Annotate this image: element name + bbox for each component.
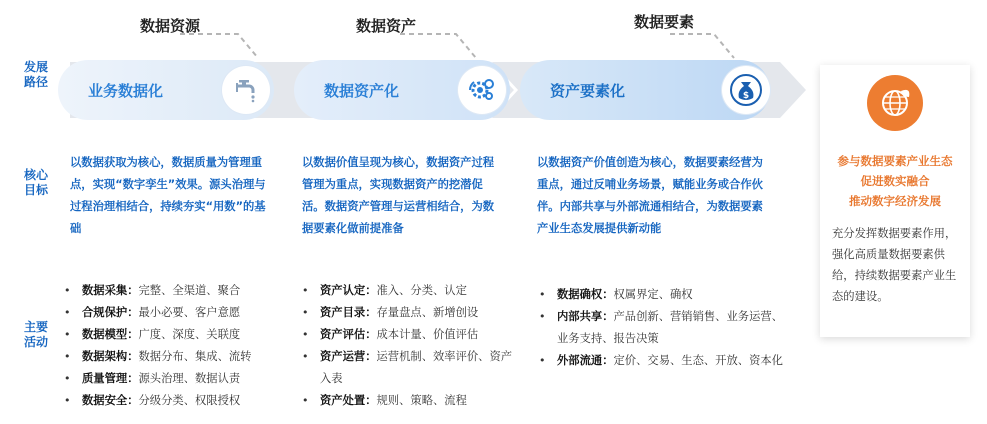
activity-item: • 资产目录：存量盘点、新增创设 bbox=[298, 302, 518, 324]
activity-item: • 数据采集：完整、全渠道、聚合 bbox=[60, 280, 280, 302]
goal-text-element: 以数据资产价值创造为核心，数据要素经营为重点，通过反哺业务场景，赋能业务或合作伙伴。内部共享与外部流通相结合，为数据要素产业生态发展提供新动能 bbox=[537, 156, 763, 235]
svg-text:$: $ bbox=[742, 91, 750, 101]
goal-text-asset: 以数据价值呈现为核心，数据资产过程管理为重点，实现数据资产的挖潜促活。数据资产管理与运营相结合，为数据要素化做前提准备 bbox=[302, 156, 495, 235]
globe-leaf-icon bbox=[867, 75, 923, 131]
stage-pill-label: 业务数据化 bbox=[88, 81, 164, 100]
faucet-icon bbox=[222, 66, 270, 114]
outcome-title: 参与数据要素产业生态 促进数实融合 推动数字经济发展 bbox=[837, 154, 953, 208]
activity-item: • 质量管理：源头治理、数据认责 bbox=[60, 368, 280, 390]
stage-title-resource: 数据资源 bbox=[140, 17, 201, 35]
activity-item: • 资产认定：准入、分类、认定 bbox=[298, 280, 518, 302]
activity-item: • 资产评估：成本计量、价值评估 bbox=[298, 324, 518, 346]
activity-item: • 数据确权：权属界定、确权 bbox=[535, 284, 785, 306]
activity-item: • 资产处置：规则、策略、流程 bbox=[298, 390, 518, 412]
activity-item: • 外部流通：定价、交易、生态、开放、资本化 bbox=[535, 350, 785, 372]
activity-list-resource bbox=[60, 280, 280, 412]
row-label-activity: 主要 活动 bbox=[23, 320, 48, 349]
gears-icon bbox=[458, 66, 506, 114]
row-label-path: 发展 路径 bbox=[23, 60, 48, 89]
outcome-card bbox=[820, 65, 970, 337]
goal-text-resource: 以数据获取为核心，数据质量为管理重点，实现“数字孪生”效果。源头治理与过程治理相结合，持续夯实“用数”的基础 bbox=[70, 156, 266, 235]
activity-list-element bbox=[535, 284, 785, 372]
stage-title-element: 数据要素 bbox=[634, 13, 695, 31]
activity-item: • 合规保护：最小必要、客户意愿 bbox=[60, 302, 280, 324]
activity-list-asset bbox=[298, 280, 518, 412]
activity-item: • 数据架构：数据分布、集成、流转 bbox=[60, 346, 280, 368]
outcome-body: 充分发挥数据要素作用，强化高质量数据要素供给，持续数据要素产业生态的建设。 bbox=[832, 227, 957, 303]
activity-item: • 数据安全：分级分类、权限授权 bbox=[60, 390, 280, 412]
activity-item: • 数据模型：广度、深度、关联度 bbox=[60, 324, 280, 346]
stage-title-asset: 数据资产 bbox=[356, 17, 417, 35]
row-label-goal: 核心 目标 bbox=[23, 168, 48, 197]
activity-item: • 资产运营：运营机制、效率评价、资产入表 bbox=[298, 346, 518, 390]
stage-pill-label: 数据资产化 bbox=[324, 81, 400, 100]
activity-item: • 内部共享：产品创新、营销销售、业务运营、业务支持、报告决策 bbox=[535, 306, 785, 350]
money-bag-icon bbox=[722, 66, 770, 114]
stage-pill-label: 资产要素化 bbox=[550, 81, 626, 100]
